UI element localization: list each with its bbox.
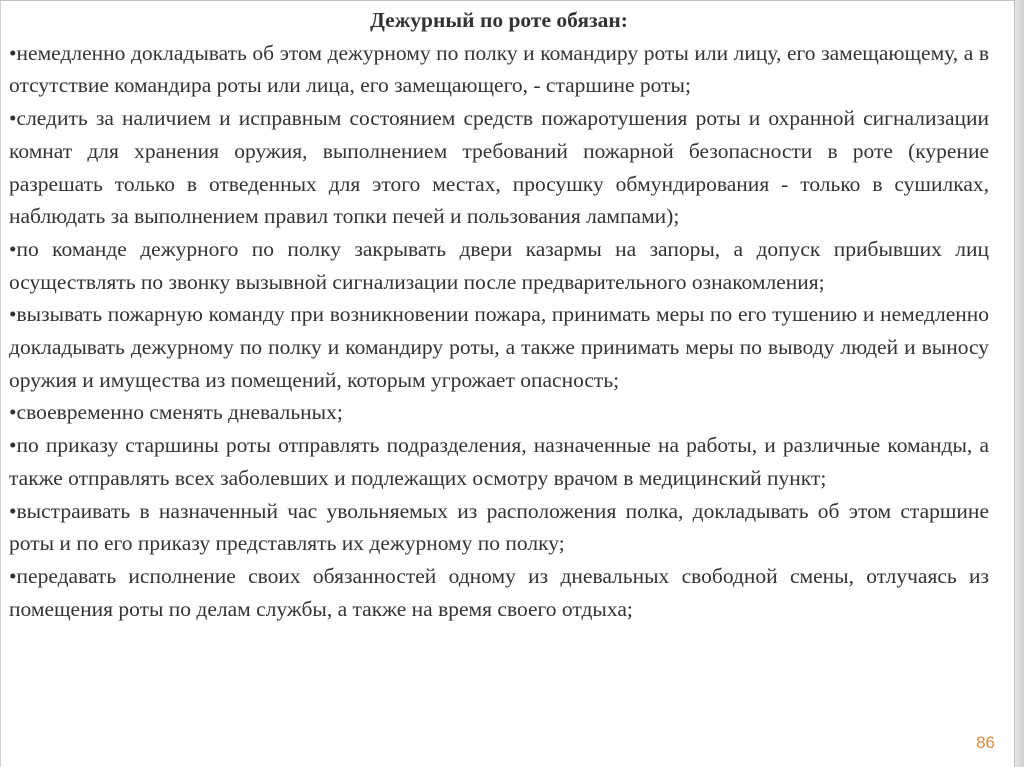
window-right-edge [1014,0,1024,767]
page-number: 86 [976,733,995,752]
list-item-text: немедленно докладывать об этом дежурному по полку и командиру роты или лицу, его замещающему, а в отсутствие командира роты или лица, его замещающего, - старшине роты; [9,40,989,98]
bullet-icon: • [9,498,17,523]
list-item [9,102,989,233]
list-item-text: по приказу старшины роты отправлять подразделения, назначенные на работы, и различные команды, а также отправлять всех заболевших и подлежащих осмотру врачом в медицинский пункт; [9,433,989,490]
list-item-text: выстраивать в назначенный час увольняемых из расположения полка, докладывать об этом старшине роты и по его приказу представлять их дежурному по полку; [9,498,989,556]
list-item [9,429,989,494]
list-item [9,233,989,298]
list-item [9,495,989,560]
bullet-icon: • [9,433,17,458]
list-item-text: вызывать пожарную команду при возникновении пожара, принимать меры по его тушению и немедленно докладывать дежурному по полку и командиру роты, а также принимать меры по выводу людей и выносу оружия и имущества из помещений, которым угрожает опасность; [9,302,989,392]
list-item-text: следить за наличием и исправным состоянием средств пожаротушения роты и охранной сигнализации комнат для хранения оружия, выполнением требований пожарной безопасности в роте (курение разрешать только в отведенных для этого местах, просушку обмундирования - только в сушилках, наблюдать за выполнением правил топки печей и пользования лампами); [9,106,989,229]
list-item [9,560,989,625]
list-item [9,37,989,102]
slide-content [9,4,989,625]
list-item [9,396,989,429]
bullet-icon: • [9,106,17,131]
bullet-icon: • [9,563,17,588]
bullet-icon: • [9,302,17,327]
bullet-icon: • [9,236,17,261]
list-item-text: передавать исполнение своих обязанностей одному из дневальных свободной смены, отлучаясь из помещения роты по делам службы, а также на время своего отдыха; [9,563,989,621]
list-item [9,298,989,396]
slide-title: Дежурный по роте обязан: [370,8,628,32]
bullet-icon: • [9,400,17,425]
list-item-text: своевременно сменять дневальных; [16,400,343,425]
bullet-icon: • [9,40,17,65]
list-item-text: по команде дежурного по полку закрывать двери казармы на запоры, а допуск прибывших лиц осуществлять по звонку вызывной сигнализации после предварительного ознакомления; [9,236,989,294]
